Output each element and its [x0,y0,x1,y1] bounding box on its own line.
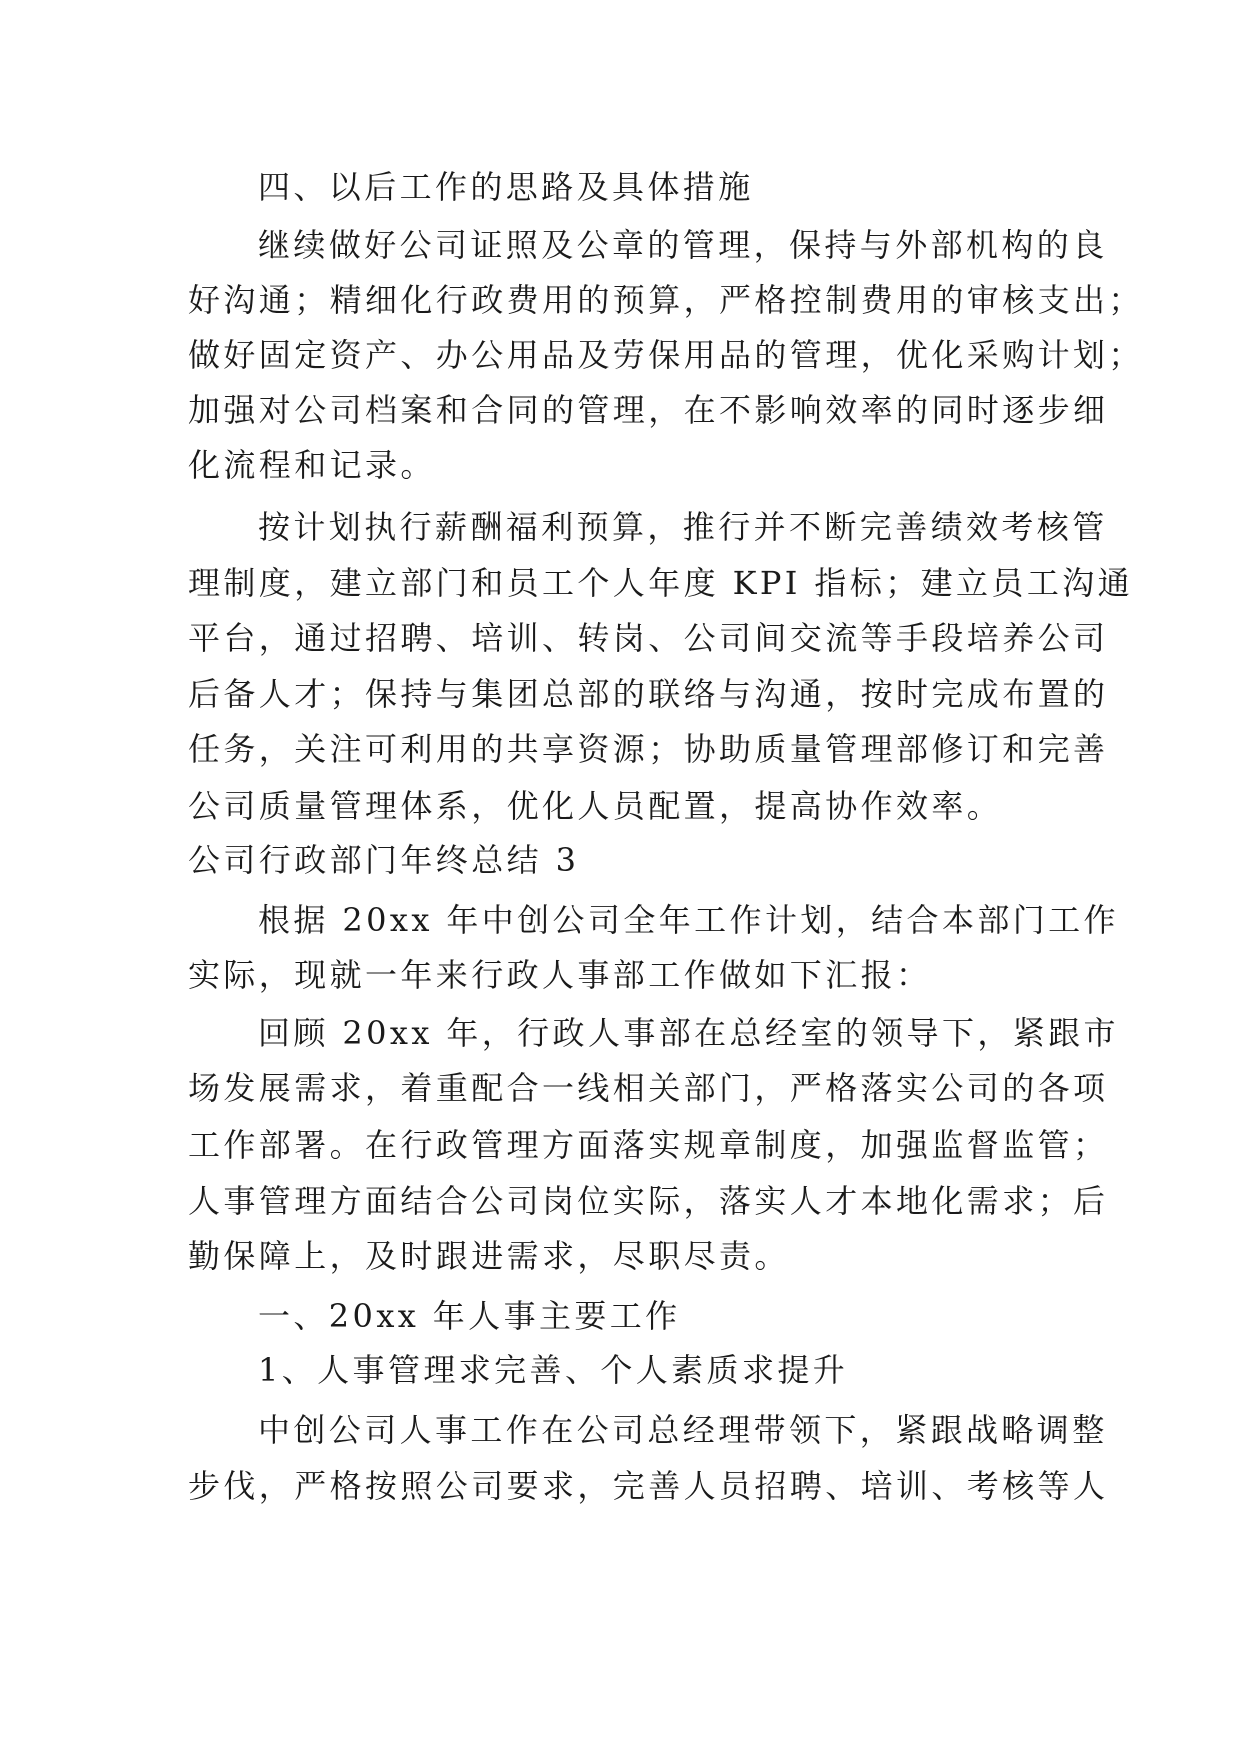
paragraph-line: 按计划执行薪酬福利预算，推行并不断完善绩效考核管 [258,508,1108,546]
section-heading: 四、以后工作的思路及具体措施 [258,168,754,206]
document-title: 公司行政部门年终总结 3 [188,841,580,879]
paragraph-line: 工作部署。在行政管理方面落实规章制度，加强监督监管； [188,1126,1109,1164]
paragraph-line: 好沟通；精细化行政费用的预算，严格控制费用的审核支出； [188,281,1144,319]
paragraph-line: 实际，现就一年来行政人事部工作做如下汇报： [188,956,932,994]
paragraph-line: 理制度，建立部门和员工个人年度 KPI 指标；建立员工沟通 [188,564,1134,602]
paragraph-line: 加强对公司档案和合同的管理，在不影响效率的同时逐步细 [188,391,1109,429]
paragraph-line: 继续做好公司证照及公章的管理，保持与外部机构的良 [258,226,1108,264]
paragraph-line: 公司质量管理体系，优化人员配置，提高协作效率。 [188,787,1003,825]
paragraph-line: 勤保障上，及时跟进需求，尽职尽责。 [188,1237,790,1275]
paragraph-line: 中创公司人事工作在公司总经理带领下，紧跟战略调整 [258,1411,1108,1449]
section-heading: 一、20xx 年人事主要工作 [258,1297,681,1335]
paragraph-line: 做好固定资产、办公用品及劳保用品的管理，优化采购计划； [188,336,1144,374]
paragraph-line: 化流程和记录。 [188,446,436,484]
paragraph-line: 平台，通过招聘、培训、转岗、公司间交流等手段培养公司 [188,619,1109,657]
paragraph-line: 回顾 20xx 年，行政人事部在总经室的领导下，紧跟市 [258,1014,1119,1052]
paragraph-line: 人事管理方面结合公司岗位实际，落实人才本地化需求；后 [188,1182,1109,1220]
subsection-heading: 1、人事管理求完善、个人素质求提升 [258,1351,849,1389]
paragraph-line: 场发展需求，着重配合一线相关部门，严格落实公司的各项 [188,1069,1109,1107]
paragraph-line: 步伐，严格按照公司要求，完善人员招聘、培训、考核等人 [188,1467,1109,1505]
paragraph-line: 任务，关注可利用的共享资源；协助质量管理部修订和完善 [188,730,1109,768]
paragraph-line: 后备人才；保持与集团总部的联络与沟通，按时完成布置的 [188,675,1109,713]
paragraph-line: 根据 20xx 年中创公司全年工作计划，结合本部门工作 [258,901,1119,939]
